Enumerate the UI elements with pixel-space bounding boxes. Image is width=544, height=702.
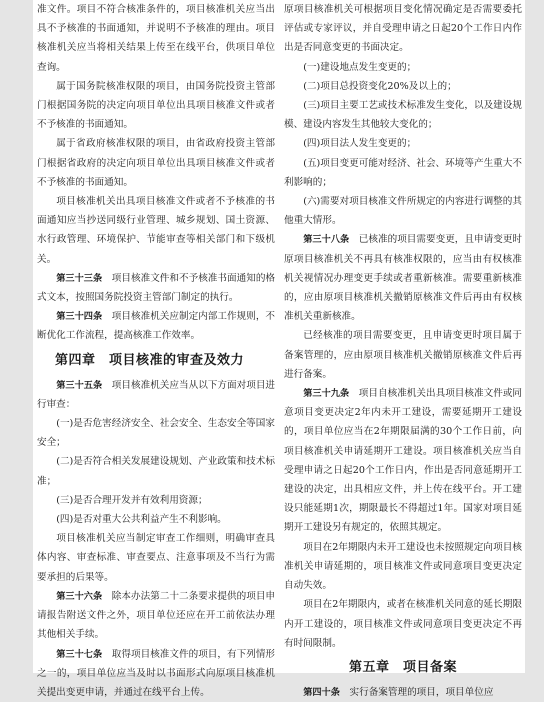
article-37	[37, 645, 275, 702]
article-36	[37, 587, 275, 645]
paragraph: 项目在2年期限内，或者在核准机关同意的延长期限内开工建设的，项目核准文件或同意项目变更决定不再有时间限制。	[284, 595, 522, 653]
article-35	[37, 376, 275, 414]
list-item: (六)需要对项目核准文件所规定的内容进行调整的其他重大情形。	[284, 192, 522, 230]
list-item: (五)项目变更可能对经济、社会、环境等产生重大不利影响的；	[284, 154, 522, 192]
article-34	[37, 307, 275, 345]
paragraph: 项目核准机关出具项目核准文件或者不予核准的书面通知应当抄送同级行业管理、城乡规划、国土资源、水行政管理、环境保护、节能审查等相关部门和下级机关。	[37, 192, 275, 269]
paragraph: 属于省政府核准权限的项目，由省政府投资主管部门根据省政府的决定向项目单位出具项目核准文件或者不予核准的书面通知。	[37, 134, 275, 192]
article-text: 项目核准机关应制定内部工作规则，不断优化工作流程，提高核准工作效率。	[37, 311, 275, 341]
article-heading: 第三十八条	[303, 234, 349, 245]
article-text: 项目核准机关应当从以下方面对项目进行审查：	[37, 380, 275, 410]
list-item: (三)项目主要工艺或技术标准发生变化，以及建设规模、建设内容发生其他较大变化的；	[284, 96, 522, 134]
article-heading: 第四十条	[303, 687, 340, 698]
paragraph: 准文件。项目不符合核准条件的，项目核准机关应当出具不予核准的书面通知，并说明不予核准的理由。项目核准机关应当将相关结果上传至在线平台，供项目单位查询。	[37, 0, 275, 77]
article-text: 项目核准文件和不予核准书面通知的格式文本，按照国务院投资主管部门制定的执行。	[37, 273, 275, 303]
article-heading: 第三十七条	[56, 649, 102, 660]
paragraph: 属于国务院核准权限的项目，由国务院投资主管部门根据国务院的决定向项目单位出具项目核准文件或者不予核准的书面通知。	[37, 77, 275, 135]
article-heading: 第三十三条	[56, 273, 102, 284]
paragraph: 项目在2年期限内未开工建设也未按照规定向项目核准机关申请延期的，项目核准文件或同意项目变更决定自动失效。	[284, 538, 522, 596]
article-33	[37, 269, 275, 307]
article-heading: 第三十九条	[303, 388, 349, 399]
chapter-heading: 第四章 项目核准的审查及效力	[37, 346, 275, 376]
article-heading: 第三十五条	[56, 380, 102, 391]
paragraph: 原项目核准机关可根据项目变化情况确定是否需要委托评估或专家评议，并自受理申请之日起20个工作日内作出是否同意变更的书面决定。	[284, 0, 522, 58]
document-page	[33, 0, 525, 673]
left-column	[37, 0, 275, 702]
chapter-heading: 第五章 项目备案	[284, 653, 522, 683]
list-item: (一)是否危害经济安全、社会安全、生态安全等国家安全；	[37, 414, 275, 452]
article-40	[284, 683, 522, 702]
paragraph: 已经核准的项目需要变更，且申请变更时项目属于备案管理的，应由原项目核准机关撤销原核准文件后再进行备案。	[284, 326, 522, 384]
article-38	[284, 230, 522, 326]
list-item: (三)是否合理开发并有效利用资源；	[37, 491, 275, 510]
list-item: (二)是否符合相关发展建设规划、产业政策和技术标准；	[37, 452, 275, 490]
article-39	[284, 384, 522, 538]
article-text: 实行备案管理的项目，项目单位应	[350, 687, 494, 698]
list-item: (一)建设地点发生变更的；	[284, 58, 522, 77]
paragraph: 项目核准机关应当制定审查工作细则，明确审查具体内容、审查标准、审查要点、注意事项及不当行为需要承担的后果等。	[37, 529, 275, 587]
list-item: (四)项目法人发生变更的；	[284, 134, 522, 153]
article-text: 除本办法第二十二条要求提供的项目申请报告附送文件之外，项目单位还应在开工前依法办理其他相关手续。	[37, 591, 275, 640]
article-text: 已核准的项目需要变更，且申请变更时原项目核准机关不再具有核准权限的，应当由有权核准机关视情况办理变更手续或者重新核准。需要重新核准的，应由原项目核准机关撤销原核准文件后再由有权核准机关重新核准。	[284, 234, 522, 322]
article-heading: 第三十六条	[56, 591, 102, 602]
article-text: 项目自核准机关出具项目核准文件或同意项目变更决定2年内未开工建设，需要延期开工建设的，项目单位应当在2年期限届满的30个工作日前，向项目核准机关申请延期开工建设。项目核准机关应当自受理申请之日起20个工作日内，作出是否同意延期开工建设的决定，出具相应文件，并上传在线平台。开工建设只能延期1次，期限最长不得超过1年。国家对项目延期开工建设另有规定的，依照其规定。	[284, 388, 522, 533]
right-column	[284, 0, 522, 702]
list-item: (二)项目总投资变化20%及以上的；	[284, 77, 522, 96]
article-text: 取得项目核准文件的项目，有下列情形之一的，项目单位应当及时以书面形式向原项目核准机关提出变更申请，并通过在线平台上传。	[37, 649, 275, 698]
list-item: (四)是否对重大公共利益产生不利影响。	[37, 510, 275, 529]
article-heading: 第三十四条	[56, 311, 102, 322]
